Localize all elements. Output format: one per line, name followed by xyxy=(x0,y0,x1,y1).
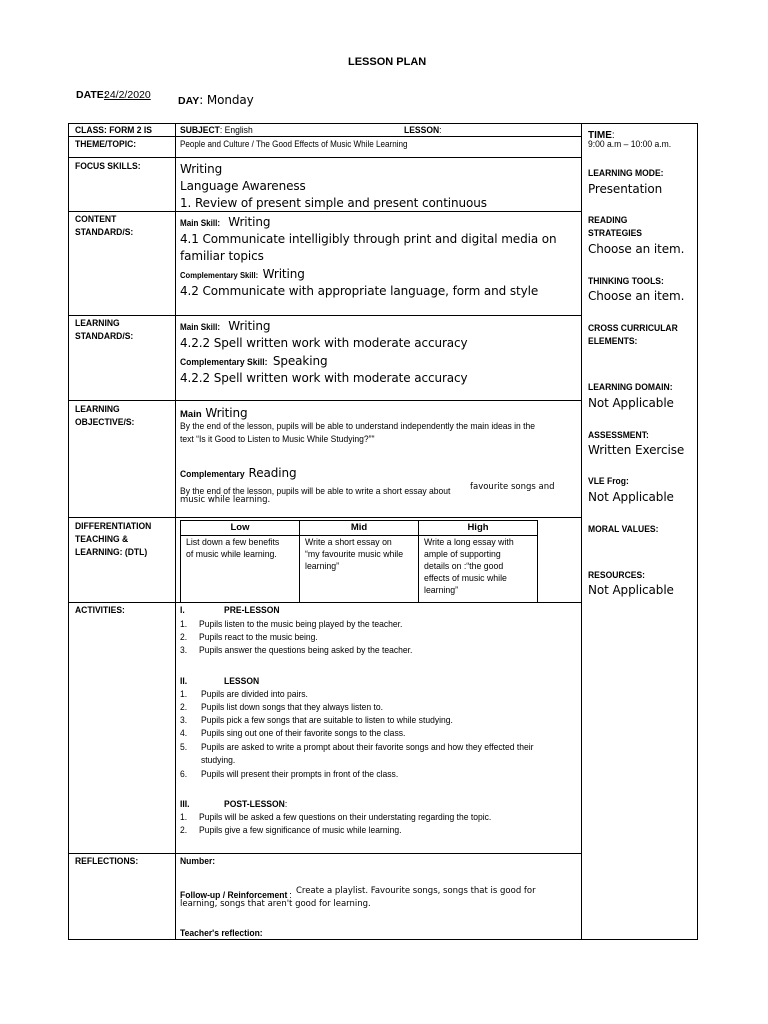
cross-curricular-label-1: CROSS CURRICULAR xyxy=(588,323,678,334)
content-comp-skill xyxy=(180,265,305,283)
class-label: CLASS: FORM 2 IS xyxy=(75,125,152,136)
subject-field xyxy=(180,125,253,136)
obj-comp-value: Reading xyxy=(244,466,297,480)
list-item: Pupils answer the questions being asked by the teacher. xyxy=(199,645,413,656)
list-item-num: 1. xyxy=(180,619,188,630)
reading-strategies-value[interactable]: Choose an item. xyxy=(588,242,685,256)
lesson-field xyxy=(404,125,442,136)
teacher-reflection: Teacher's reflection: xyxy=(180,928,263,939)
resources-value: Not Applicable xyxy=(588,583,674,597)
reflection-number: Number: xyxy=(180,856,216,867)
dtl-low-line: of music while learning. xyxy=(186,549,277,560)
post-lesson-colon: : xyxy=(284,799,288,810)
list-item: Pupils will present their prompts in front of the class. xyxy=(201,769,399,780)
ls-comp-line: 4.2.2 Spell written work with moderate accuracy xyxy=(180,371,468,385)
ls-main-value: Writing xyxy=(224,319,271,333)
followup-line-2: learning, songs that aren't good for learning. xyxy=(180,899,371,909)
obj-main-line-2: text “Is it Good to Listen to Music While Studying?”" xyxy=(180,434,375,445)
assessment-value: Written Exercise xyxy=(588,443,685,457)
list-item: Pupils are asked to write a prompt about their favorite songs and how they effected their xyxy=(201,742,534,753)
dtl-mid-line: “my favourite music while xyxy=(305,549,404,560)
time-label: TIME xyxy=(588,130,612,141)
lesson-value: : xyxy=(439,125,442,136)
dtl-label-1: DIFFERENTIATION xyxy=(75,521,152,532)
focus-skills-label: FOCUS SKILLS: xyxy=(75,161,141,172)
activities-label: ACTIVITIES: xyxy=(75,605,125,616)
content-comp-line: 4.2 Communicate with appropriate language, form and style xyxy=(180,284,539,298)
obj-main-skill xyxy=(180,404,248,422)
list-item: Pupils react to the music being. xyxy=(199,632,318,643)
list-item-num: 1. xyxy=(180,689,188,700)
followup-line-1: Create a playlist. Favourite songs, songs that is good for xyxy=(296,886,536,896)
obj-comp-line-1b: favourite songs and xyxy=(470,482,555,492)
ls-comp-skill xyxy=(180,352,328,370)
dtl-mid-line: learning” xyxy=(305,561,340,572)
content-main-line-1: 4.1 Communicate intelligibly through print and digital media on xyxy=(180,232,557,246)
dtl-mid-line: Write a short essay on xyxy=(305,537,392,548)
resources-label: RESOURCES: xyxy=(588,570,646,581)
vle-frog-label: VLE Frog: xyxy=(588,476,629,487)
dtl-mid-cell xyxy=(305,537,403,573)
page-title: LESSON PLAN xyxy=(348,56,427,68)
dtl-header-mid: Mid xyxy=(350,522,368,533)
list-item: Pupils give a few significance of music while learning. xyxy=(199,825,402,836)
followup-label: Follow-up / Reinforcement xyxy=(180,890,288,901)
objective-label-1: LEARNING xyxy=(75,404,120,415)
obj-comp-line-1a: By the end of the lesson, pupils will be able to write a short essay about xyxy=(180,486,451,497)
content-main-label: Main Skill: xyxy=(180,218,221,228)
content-comp-label: Complementary Skill: xyxy=(180,270,259,280)
ls-main-label: Main Skill: xyxy=(180,322,221,332)
obj-comp-line-2: music while learning. xyxy=(180,495,271,505)
learning-domain-label: LEARNING DOMAIN: xyxy=(588,382,673,393)
day-label: DAY xyxy=(178,95,200,107)
post-lesson-title-text: POST-LESSON xyxy=(224,799,285,810)
focus-line-1: Writing xyxy=(180,162,223,176)
day-field xyxy=(178,91,254,109)
focus-line-3: 1. Review of present simple and present continuous xyxy=(180,196,487,210)
content-main-skill xyxy=(180,213,270,231)
pre-lesson-num: I. xyxy=(180,605,185,616)
dtl-low-cell xyxy=(186,537,279,561)
lesson-num: II. xyxy=(180,676,188,687)
list-item-num: 1. xyxy=(180,812,188,823)
list-item: Pupils list down songs that they always listen to. xyxy=(201,702,384,713)
learning-mode-value: Presentation xyxy=(588,182,663,196)
ls-main-line: 4.2.2 Spell written work with moderate accuracy xyxy=(180,336,468,350)
post-lesson-num: III. xyxy=(180,799,190,810)
list-item-num: 5. xyxy=(180,742,188,753)
list-item-num: 6. xyxy=(180,769,188,780)
dtl-header-high: High xyxy=(467,522,489,533)
obj-main-line-1: By the end of the lesson, pupils will be able to understand independently the main ideas in the xyxy=(180,421,536,432)
reflections-label: REFLECTIONS: xyxy=(75,856,139,867)
list-item: Pupils will be asked a few questions on their understating regarding the topic. xyxy=(199,812,492,823)
reading-strategies-label-2: STRATEGIES xyxy=(588,228,642,239)
theme-value: People and Culture / The Good Effects of Music While Learning xyxy=(180,139,408,149)
cross-curricular-label-2: ELEMENTS: xyxy=(588,336,638,347)
thinking-tools-label: THINKING TOOLS: xyxy=(588,276,664,287)
list-item: Pupils listen to the music being played by the teacher. xyxy=(199,619,403,630)
date-value: 24/2/2020 xyxy=(104,89,151,101)
date-label: DATE: xyxy=(76,89,108,101)
list-item-num: 2. xyxy=(180,702,188,713)
day-value: : Monday xyxy=(199,93,254,107)
content-main-line-2: familiar topics xyxy=(180,249,264,263)
assessment-label: ASSESSMENT: xyxy=(588,430,649,441)
subject-label: SUBJECT xyxy=(180,125,220,136)
content-comp-value: Writing xyxy=(258,267,305,281)
list-item: Pupils pick a few songs that are suitable to listen to while studying. xyxy=(201,715,453,726)
obj-main-value: Writing xyxy=(201,406,248,420)
theme-label: THEME/TOPIC: xyxy=(75,139,137,150)
list-item-num: 3. xyxy=(180,645,188,656)
post-lesson-title xyxy=(224,799,287,810)
content-main-value: Writing xyxy=(224,215,271,229)
obj-comp-label: Complementary xyxy=(180,469,245,480)
dtl-header-low: Low xyxy=(230,522,250,533)
focus-line-2: Language Awareness xyxy=(180,179,306,193)
learning-domain-value: Not Applicable xyxy=(588,396,674,410)
list-item-num: 2. xyxy=(180,632,188,643)
learning-standard-label-2: STANDARD/S: xyxy=(75,331,134,342)
reading-strategies-label-1: READING xyxy=(588,215,628,226)
dtl-high-line: ample of supporting xyxy=(424,549,501,560)
list-item-num: 4. xyxy=(180,728,188,739)
dtl-high-line: Write a long essay with xyxy=(424,537,514,548)
subject-value: : English xyxy=(219,125,253,136)
ls-comp-value: Speaking xyxy=(269,354,328,368)
dtl-low-line: List down a few benefits xyxy=(186,537,280,548)
list-item-cont: studying. xyxy=(201,755,236,766)
dtl-high-line: learning” xyxy=(424,585,459,596)
list-item: Pupils are divided into pairs. xyxy=(201,689,308,700)
content-standard-label-1: CONTENT xyxy=(75,214,117,225)
vle-frog-value: Not Applicable xyxy=(588,490,674,504)
time-value: 9:00 a.m – 10:00 a.m. xyxy=(588,139,672,150)
followup-colon: : xyxy=(289,890,292,901)
ls-main-skill xyxy=(180,317,270,335)
ls-comp-label: Complementary Skill: xyxy=(180,357,268,368)
list-item-num: 3. xyxy=(180,715,188,726)
learning-mode-label: LEARNING MODE: xyxy=(588,168,664,179)
moral-values-label: MORAL VALUES: xyxy=(588,524,659,535)
pre-lesson-title: PRE-LESSON xyxy=(224,605,280,616)
list-item: Pupils sing out one of their favorite songs to the class. xyxy=(201,728,406,739)
dtl-high-cell xyxy=(424,537,514,597)
list-item-num: 2. xyxy=(180,825,188,836)
lesson-label: LESSON xyxy=(404,125,440,136)
dtl-label-2: TEACHING & xyxy=(75,534,129,545)
dtl-high-line: details on :“the good xyxy=(424,561,504,572)
time-colon: : xyxy=(611,130,615,141)
obj-comp-skill xyxy=(180,464,297,482)
dtl-high-line: effects of music while xyxy=(424,573,507,584)
content-standard-label-2: STANDARD/S: xyxy=(75,227,134,238)
obj-main-label: Main xyxy=(180,409,202,420)
learning-standard-label-1: LEARNING xyxy=(75,318,120,329)
thinking-tools-value[interactable]: Choose an item. xyxy=(588,289,685,303)
dtl-label-3: LEARNING: (DTL) xyxy=(75,547,148,558)
objective-label-2: OBJECTIVE/S: xyxy=(75,417,135,428)
lesson-title: LESSON xyxy=(224,676,260,687)
